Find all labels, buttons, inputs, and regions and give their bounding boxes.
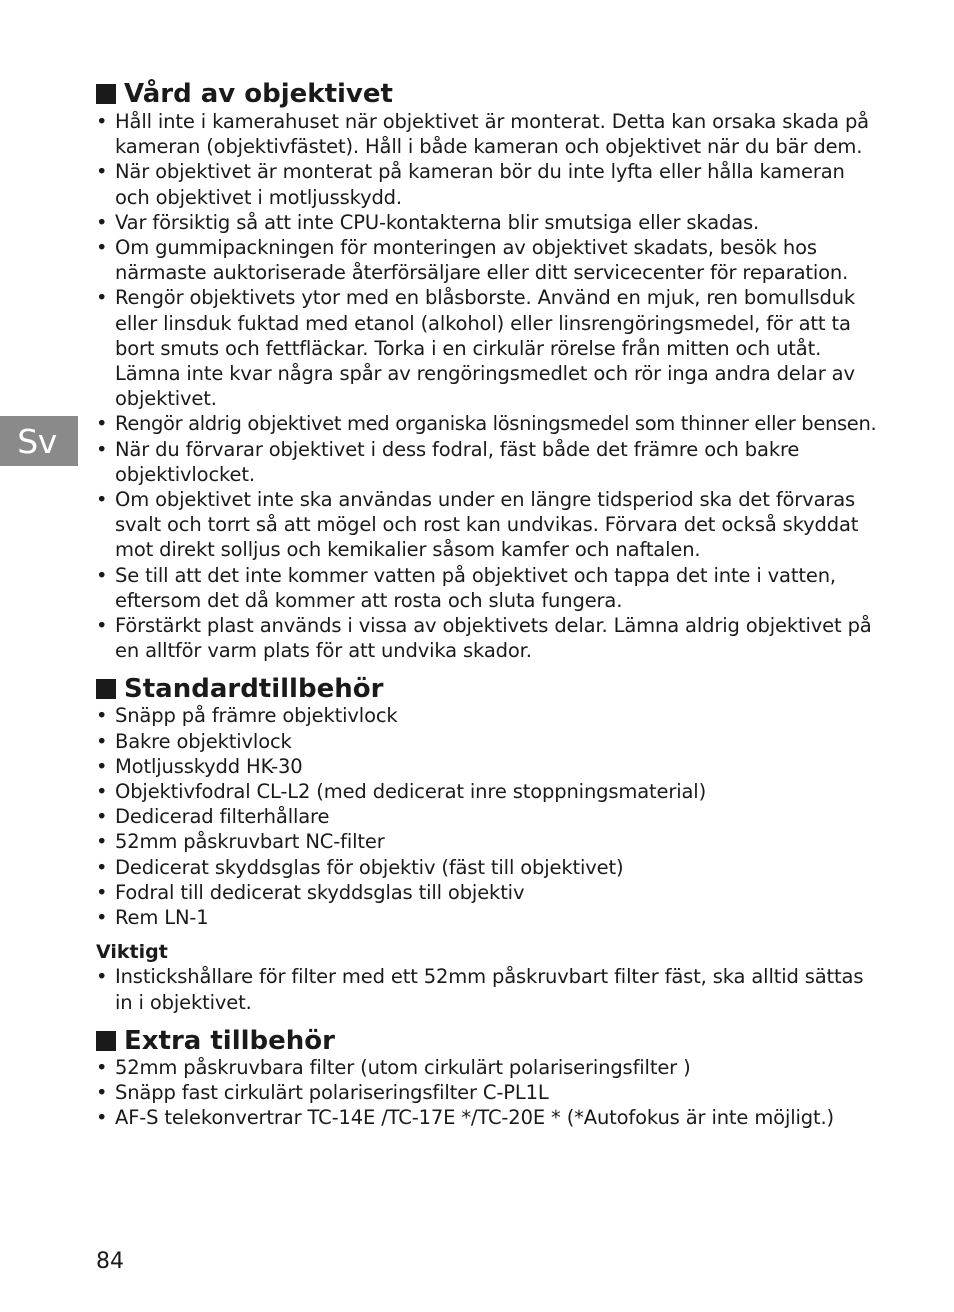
list-item: • 52mm påskruvbara filter (utom cirkulärt polariseringsfilter ) — [96, 1055, 880, 1080]
list-item: • Dedicerat skyddsglas för objektiv (fäst till objektivet) — [96, 855, 880, 880]
page-content — [96, 80, 880, 1130]
language-tab: Sv — [0, 416, 78, 466]
extra-title: Extra tillbehör — [124, 1025, 335, 1056]
list-item: • Fodral till dedicerat skyddsglas till objektiv — [96, 880, 880, 905]
list-item: • Snäpp på främre objektivlock — [96, 703, 880, 728]
list-item: • När du förvarar objektivet i dess fodral, fäst både det främre och bakre objektivlocket. — [96, 437, 880, 487]
list-item: • Objektivfodral CL-L2 (med dedicerat inre stoppningsmaterial) — [96, 779, 880, 804]
standard-heading — [96, 675, 880, 703]
care-heading — [96, 80, 880, 108]
square-bullet-icon — [96, 679, 116, 699]
list-item: • Se till att det inte kommer vatten på objektivet och tappa det inte i vatten, eftersom det då kommer att rosta och sluta fungera. — [96, 563, 880, 613]
list-item: • Håll inte i kamerahuset när objektivet är monterat. Detta kan orsaka skada på kameran (objektivfästet). Håll i både kameran och objektivet när du bär dem. — [96, 109, 880, 159]
list-item: • Motljusskydd HK-30 — [96, 754, 880, 779]
standard-accessories-section — [96, 675, 880, 1014]
list-item: • Om gummipackningen för monteringen av objektivet skadats, besök hos närmaste auktoriserade återförsäljare eller ditt servicecenter för reparation. — [96, 235, 880, 285]
list-item: • Förstärkt plast används i vissa av objektivets delar. Lämna aldrig objektivet på en alltför varm plats för att undvika skador. — [96, 613, 880, 663]
list-item: • När objektivet är monterat på kameran bör du inte lyfta eller hålla kameran och objektivet i motljusskydd. — [96, 159, 880, 209]
note-list — [96, 964, 880, 1014]
list-item: • Bakre objektivlock — [96, 729, 880, 754]
extra-heading — [96, 1027, 880, 1055]
list-item: • Snäpp fast cirkulärt polariseringsfilter C-PL1L — [96, 1080, 880, 1105]
extra-accessories-section — [96, 1027, 880, 1131]
page-number: 84 — [96, 1249, 124, 1274]
list-item: • AF-S telekonvertrar TC-14E /TC-17E */TC-20E * (*Autofokus är inte möjligt.) — [96, 1105, 880, 1130]
list-item: • Om objektivet inte ska användas under en längre tidsperiod ska det förvaras svalt och torrt så att mögel och rost kan undvikas. Förvara det också skyddat mot direkt solljus och kemikalier såsom kamfer och naftalen. — [96, 487, 880, 563]
note-title: Viktigt — [96, 941, 168, 964]
list-item: • 52mm påskruvbart NC-filter — [96, 829, 880, 854]
care-list — [96, 109, 880, 663]
list-item: • Rem LN-1 — [96, 905, 880, 930]
extra-list — [96, 1055, 880, 1131]
square-bullet-icon — [96, 84, 116, 104]
square-bullet-icon — [96, 1031, 116, 1051]
list-item: • Dedicerad filterhållare — [96, 804, 880, 829]
list-item: • Instickshållare för filter med ett 52mm påskruvbart filter fäst, ska alltid sättas in i objektivet. — [96, 964, 880, 1014]
list-item: • Var försiktig så att inte CPU-kontakterna blir smutsiga eller skadas. — [96, 210, 880, 235]
standard-list — [96, 703, 880, 930]
list-item: • Rengör objektivets ytor med en blåsborste. Använd en mjuk, ren bomullsduk eller linsduk fuktad med etanol (alkohol) eller linsrengöringsmedel, för att ta bort smuts och fettfläckar. Torka i en cirkulär rörelse från mitten och utåt. Lämna inte kvar några spår av rengöringsmedlet och rör inga andra delar av objektivet. — [96, 285, 880, 411]
standard-title: Standardtillbehör — [124, 674, 384, 705]
care-section — [96, 80, 880, 663]
list-item: • Rengör aldrig objektivet med organiska lösningsmedel som thinner eller bensen. — [96, 411, 880, 436]
care-title: Vård av objektivet — [124, 79, 393, 109]
